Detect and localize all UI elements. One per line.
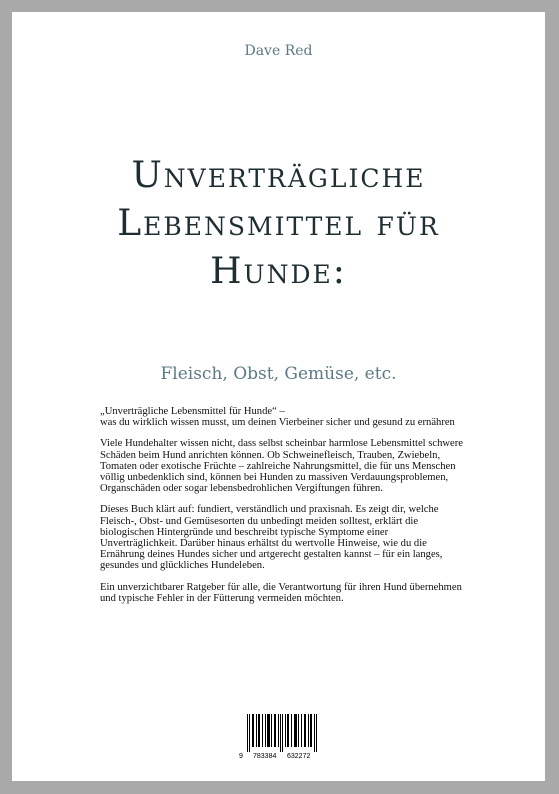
book-title [32, 152, 525, 296]
blurb-quote-title: „Unverträgliche Lebensmittel für Hunde“ – [100, 406, 285, 417]
blurb-paragraph-4: Ein unverzichtbarer Ratgeber für alle, die Verantwortung für ihren Hund übernehmen und typische Fehler in der Fütterung vermeiden möchten. [100, 581, 462, 604]
title-line-3: Hunde: [210, 251, 347, 292]
title-line-2: Lebensmittel für [117, 203, 440, 244]
blurb-paragraph-1 [100, 406, 465, 428]
blurb-paragraph-3: Dieses Buch klärt auf: fundiert, verständlich und praxisnah. Es zeigt dir, welche Fleisch-, Obst- und Gemüsesorten du unbedingt meiden solltest, erklärt die biologischen Hintergründe und beschreibt typische Symptome einer Unverträglichkeit. Darüber hinaus erhältst du wertvolle Hinweise, wie du die Ernährung deines Hundes sicher und artgerecht gestalten kannst – für ein langes, gesundes und glückliches Hundeleben. [100, 504, 443, 572]
barcode-left-digits: 783384 [253, 753, 277, 759]
barcode-first-digit: 9 [239, 753, 243, 759]
book-subtitle: Fleisch, Obst, Gemüse, etc. [160, 364, 397, 384]
book-cover [12, 12, 545, 781]
barcode-bars [247, 714, 317, 752]
blurb-quote-subtitle: was du wirklich wissen musst, um deinen Vierbeiner sicher und gesund zu ernähren [100, 417, 455, 429]
title-line-1: Unverträgliche [131, 155, 426, 196]
blurb-text [100, 406, 465, 614]
author-name: Dave Red [244, 43, 313, 59]
barcode-right-digits: 632272 [287, 753, 311, 759]
isbn-barcode [232, 714, 332, 759]
blurb-paragraph-2: Viele Hundehalter wissen nicht, dass selbst scheinbar harmlose Lebensmittel schwere Schäden beim Hund anrichten können. Ob Schweinefleisch, Trauben, Zwiebeln, Tomaten oder exotische Früchte – zahlreiche Nahrungsmittel, die für uns Menschen völlig unbedenklich sind, können bei Hunden zu massiven Verdauungsproblemen, Organschäden oder sogar lebensbedrohlichen Vergiftungen führen. [100, 438, 463, 495]
